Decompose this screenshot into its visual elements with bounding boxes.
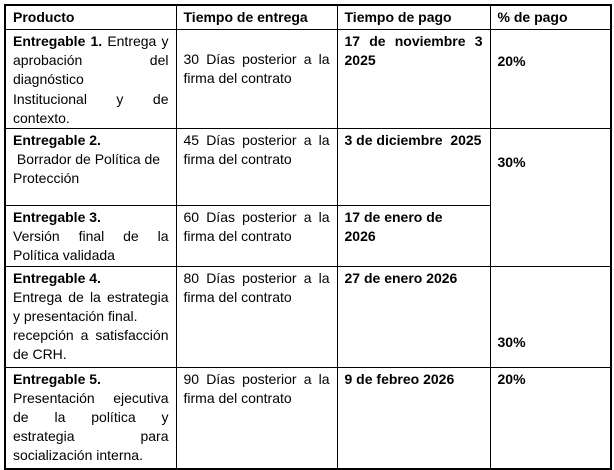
cell-tiempo-entrega <box>176 30 337 129</box>
cell-tiempo-pago <box>337 266 490 367</box>
cell-pct-pago <box>490 30 611 129</box>
cell-producto <box>5 266 176 367</box>
text-line <box>184 269 330 288</box>
text-line <box>184 131 330 150</box>
entregable-label: Entregable 5. <box>13 370 101 387</box>
payment-schedule-table <box>4 4 612 470</box>
table-row <box>5 129 611 206</box>
text-line <box>13 32 169 51</box>
text-line <box>184 389 330 408</box>
text-line <box>13 427 169 446</box>
text-line <box>13 326 169 345</box>
text: 90 Días posterior a la <box>183 370 330 387</box>
text: firma del contrato <box>183 389 292 406</box>
text: 60 Días posterior a la <box>183 209 330 226</box>
text-line <box>13 169 169 188</box>
text-line <box>13 389 169 408</box>
text: 20% <box>497 370 526 387</box>
text-line <box>345 370 483 389</box>
text: y presentación final. <box>13 308 138 325</box>
column-header: Tiempo de pago <box>337 5 490 30</box>
text-line <box>184 208 330 227</box>
text: firma del contrato <box>183 288 292 305</box>
cell-tiempo-entrega <box>176 129 337 206</box>
text: firma del contrato <box>183 151 292 168</box>
text: 30% <box>497 333 526 350</box>
text-line <box>184 227 330 246</box>
text-line <box>13 150 169 169</box>
text-line <box>345 208 483 246</box>
text-line <box>345 131 483 150</box>
entregable-label: Entregable 2. <box>13 132 101 149</box>
text: de CRH. <box>13 346 67 363</box>
text-line <box>498 333 604 352</box>
cell-tiempo-pago <box>337 129 490 206</box>
column-header: Tiempo de entrega <box>176 5 337 30</box>
text: 9 de febreo 2026 <box>344 370 455 387</box>
text: Versión final de la <box>13 228 169 245</box>
table-body <box>5 30 611 470</box>
cell-producto <box>5 30 176 129</box>
cell-tiempo-entrega <box>176 266 337 367</box>
text: 17 de enero de 2026 <box>344 209 455 245</box>
text: estrategia para <box>13 428 169 445</box>
text: 30 Días posterior a la <box>183 51 330 67</box>
cell-tiempo-pago <box>337 30 490 129</box>
text: 2025 <box>344 52 376 69</box>
text: recepción a satisfacción <box>13 327 169 344</box>
text-line <box>13 246 169 265</box>
text: de la política y <box>13 409 169 426</box>
text: 45 Días posterior a la <box>183 132 330 149</box>
text: 80 Días posterior a la <box>183 269 330 286</box>
text: diagnóstico <box>13 71 84 88</box>
text-line <box>13 269 169 288</box>
text: firma del contrato <box>183 228 292 245</box>
entregable-label: Entregable 1. <box>13 33 103 49</box>
cell-producto <box>5 129 176 206</box>
table-row <box>5 367 611 469</box>
text: Presentación ejecutiva <box>13 389 169 406</box>
cell-producto <box>5 367 176 469</box>
text-line <box>13 307 169 326</box>
entregable-label: Entregable 4. <box>13 269 101 286</box>
text: socialización interna. <box>13 447 143 464</box>
text: 3 de diciembre 2025 <box>344 132 482 149</box>
text: Borrador de Política de <box>13 151 161 168</box>
text-line <box>13 70 169 89</box>
text-line <box>498 153 604 172</box>
text-line <box>13 109 169 128</box>
text-line <box>498 370 604 389</box>
cell-pct-pago <box>490 129 611 267</box>
text-line <box>13 208 169 227</box>
text-line <box>13 408 169 427</box>
cell-pct-pago <box>490 367 611 469</box>
text-line <box>184 150 330 169</box>
text: Entrega y <box>107 33 169 49</box>
text: Entrega de la estrategia <box>13 288 169 305</box>
cell-producto <box>5 206 176 267</box>
column-header: % de pago <box>490 5 611 30</box>
text: 20% <box>497 53 526 69</box>
text: 17 de noviembre 3 <box>344 33 483 49</box>
text: Institucional y de <box>13 90 169 107</box>
text-line <box>345 269 483 288</box>
cell-tiempo-entrega <box>176 367 337 469</box>
text-line <box>13 227 169 246</box>
text-line <box>184 69 330 88</box>
text-line <box>13 345 169 364</box>
text-line <box>345 32 483 51</box>
text: contexto. <box>13 109 70 126</box>
column-header: Producto <box>5 5 176 30</box>
cell-tiempo-pago <box>337 206 490 267</box>
text-line <box>13 288 169 307</box>
cell-tiempo-entrega <box>176 206 337 267</box>
text-line <box>13 370 169 389</box>
table-row <box>5 266 611 367</box>
text-line <box>184 288 330 307</box>
entregable-label: Entregable 3. <box>13 209 101 226</box>
cell-tiempo-pago <box>337 367 490 469</box>
text: 30% <box>497 154 526 171</box>
text-line <box>13 446 169 465</box>
text: Protección <box>13 170 80 187</box>
document-page <box>0 4 614 470</box>
text: Política validada <box>13 247 115 264</box>
text-line <box>13 90 169 109</box>
text: aprobación del <box>13 52 169 69</box>
table-header <box>5 5 611 30</box>
text-line <box>184 370 330 389</box>
text: 27 de enero 2026 <box>344 269 458 286</box>
header-row <box>5 5 611 30</box>
text: firma del contrato <box>183 70 292 87</box>
table-row <box>5 30 611 129</box>
text-line <box>184 50 330 69</box>
text-line <box>498 52 604 71</box>
cell-pct-pago <box>490 266 611 367</box>
text-line <box>345 51 483 70</box>
text-line <box>13 51 169 70</box>
text-line <box>13 131 169 150</box>
